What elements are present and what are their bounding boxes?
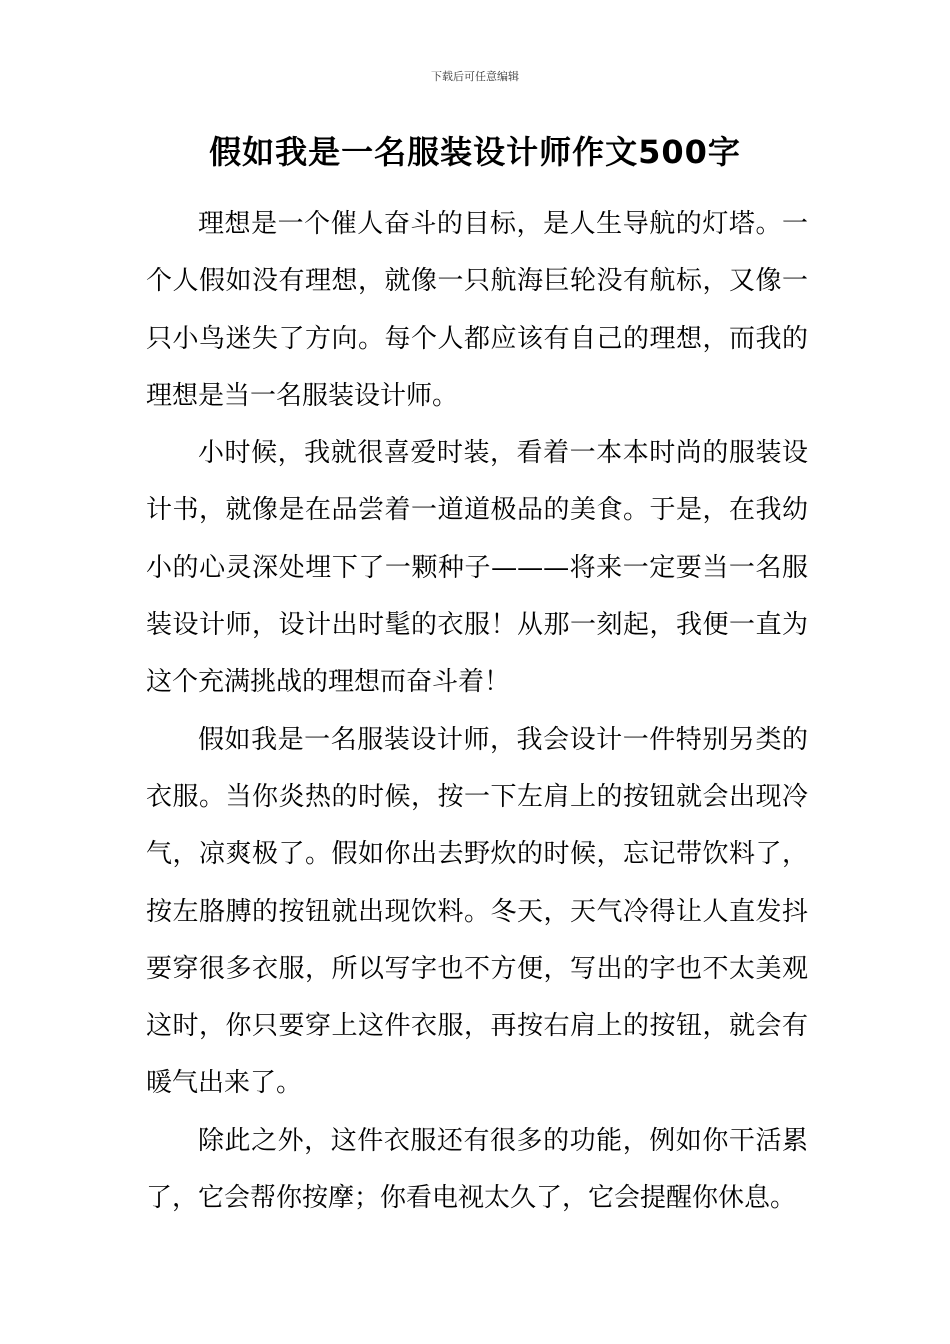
- header-note: 下载后可任意编辑: [431, 70, 519, 83]
- paragraph: 假如我是一名服装设计师，我会设计一件特别另类的衣服。当你炎热的时候，按一下左肩上的按钮就会出现冷气，凉爽极了。假如你出去野炊的时候，忘记带饮料了，按左胳膊的按钮就出现饮料。冬天，天气冷得让人直发抖要穿很多衣服，所以写字也不方便，写出的字也不太美观这时，你只要穿上这件衣服，再按右肩上的按钮，就会有暖气出来了。: [146, 724, 808, 1099]
- document-title: 假如我是一名服装设计师作文500字: [209, 133, 741, 171]
- paragraph: 理想是一个催人奋斗的目标，是人生导航的灯塔。一个人假如没有理想，就像一只航海巨轮没有航标，又像一只小鸟迷失了方向。每个人都应该有自己的理想，而我的理想是当一名服装设计师。: [146, 209, 808, 411]
- paragraph: 除此之外，这件衣服还有很多的功能，例如你干活累了，它会帮你按摩；你看电视太久了，它会提醒你休息。: [146, 1125, 808, 1214]
- paragraph: 小时候，我就很喜爱时装，看着一本本时尚的服装设计书，就像是在品尝着一道道极品的美食。于是，在我幼小的心灵深处埋下了一颗种子———将来一定要当一名服装设计师，设计出时髦的衣服！从那一刻起，我便一直为这个充满挑战的理想而奋斗着！: [146, 438, 808, 698]
- document-body: [146, 196, 808, 1227]
